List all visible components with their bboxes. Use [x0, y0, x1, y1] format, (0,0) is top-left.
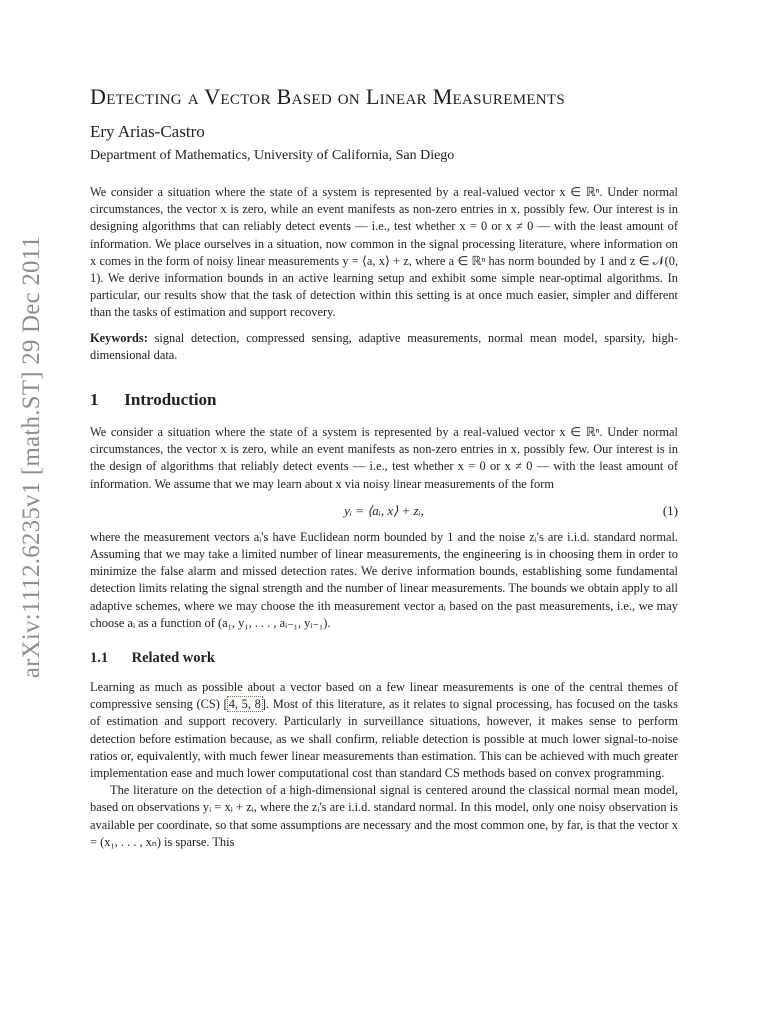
paper-page [90, 84, 678, 851]
section-title: Introduction [124, 390, 217, 410]
equation-number: (1) [662, 502, 678, 518]
arxiv-stamp-text: arXiv:1112.6235v1 [math.ST] 29 Dec 2011 [18, 235, 46, 679]
citation-link[interactable]: 4, 5, 8 [228, 697, 261, 712]
paper-title: Detecting a Vector Based on Linear Measurements [90, 84, 566, 109]
author-name: Ery Arias-Castro [90, 122, 205, 141]
subsection-number: 1.1 [90, 650, 109, 667]
intro-paragraph-2: where the measurement vectors aᵢ's have Euclidean norm bounded by 1 and the noise zᵢ's are i.i.d. standard normal. Assuming that we may take a limited number of linear measurements, the engineering is in choosing them in order to minimize the false alarm and missed detection rates. We derive information bounds, establishing some fundamental detection limits relating the signal strength and the number of linear measurements. The bounds we obtain apply to all adaptive schemes, where we may choose the ith measurement vector aᵢ based on the past measurements, i.e., we may choose aᵢ as a function of (a₁, y₁, . . . , aᵢ₋₁, yᵢ₋₁). [90, 529, 678, 630]
keywords-label: Keywords: [90, 330, 148, 345]
related-text-after-cite: ]. Most of this literature, as it relates to signal processing, has focused on the tasks of estimation and support recovery. Particularly in surveillance situations, however, it makes sense to perform detection before estimation because, as we shall confirm, reliable detection is possible at much lower signal-to-noise ratios or, equivalently, with much fewer linear measurements than estimation. This can be achieved with much greater implementation ease and much lower computational cost than standard CS methods based on convex programming. [90, 697, 678, 781]
abstract: We consider a situation where the state of a system is represented by a real-valued vector x ∈ ℝⁿ. Under normal circumstances, the vector x is zero, while an event manifests as non-zero entries in x, possibly few. Our interest is in designing algorithms that can reliably detect events — i.e., test whether x = 0 or x ≠ 0 — with the least amount of information. We place ourselves in a situation, now common in the signal processing literature, where information on x comes in the form of noisy linear measurements y = ⟨a, x⟩ + z, where a ∈ ℝⁿ has norm bounded by 1 and z ∈ 𝒩(0, 1). We derive information bounds in an active learning setup and exhibit some simple near-optimal algorithms. In particular, our results show that the task of detection within this setting is at once much easier, simpler and different than the tasks of estimation and support recovery. [90, 185, 678, 320]
section-number: 1 [90, 390, 99, 410]
subsection-heading-related-work [90, 650, 678, 667]
subsection-title: Related work [131, 650, 215, 667]
related-paragraph-1 [90, 679, 678, 782]
author-affiliation: Department of Mathematics, University of California, San Diego [90, 148, 455, 163]
equation-body: yᵢ = ⟨aᵢ, x⟩ + zᵢ, [344, 502, 424, 518]
keywords-list: signal detection, compressed sensing, adaptive measurements, normal mean model, sparsity, high-dimensional data. [90, 330, 678, 362]
keywords [90, 330, 678, 364]
intro-paragraph-1: We consider a situation where the state of a system is represented by a real-valued vector x ∈ ℝⁿ. Under normal circumstances, the vector x is zero, while an event manifests as non-zero entries in x, possibly few. Our interest is in the design of algorithms that reliably detect events — i.e., test whether x = 0 or x ≠ 0 — with the least amount of information. We assume that we may learn about x via noisy linear measurements of the form [90, 425, 678, 491]
related-text-before-cite: Learning as much as possible about a vector based on a few linear measurements is one of the central themes of compressive sensing (CS) [ [90, 680, 678, 712]
related-paragraph-2: The literature on the detection of a high-dimensional signal is centered around the classical normal mean model, based on observations yᵢ = xᵢ + zᵢ, where the zᵢ's are i.i.d. standard normal. In this model, only one noisy observation is available per coordinate, so that some assumptions are necessary and the most common one, by far, is that the vector x = (x₁, . . . , xₙ) is sparse. This [90, 783, 678, 849]
equation-1 [90, 499, 678, 525]
arxiv-stamp [12, 222, 52, 692]
section-heading-introduction [90, 390, 678, 410]
